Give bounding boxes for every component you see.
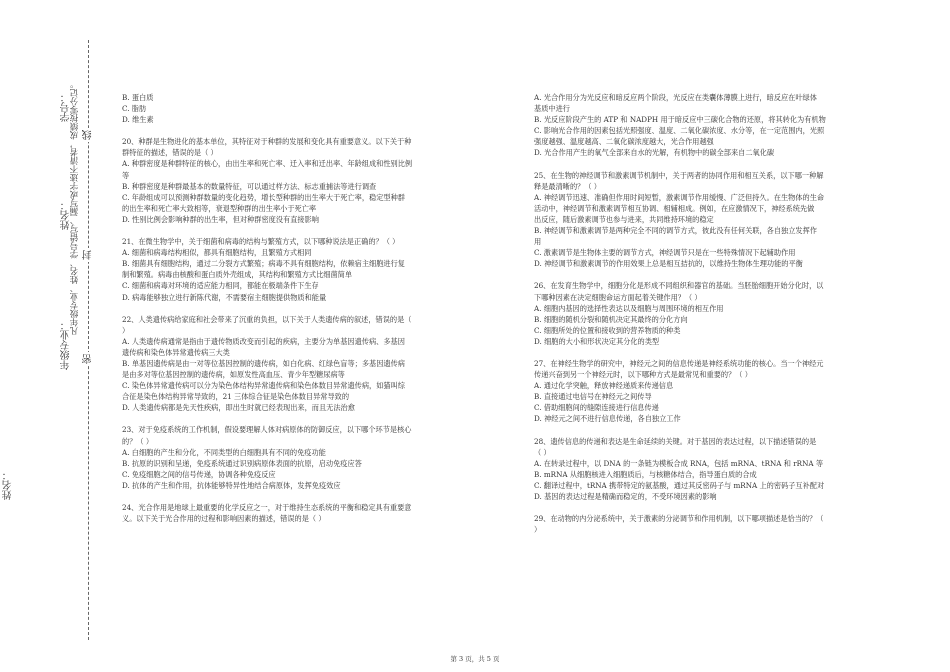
- question-text-line: B. 细菌具有细胞结构，通过二分裂方式繁殖；病毒不具有细胞结构，依赖宿主细胞进行复: [122, 259, 405, 269]
- question-text-line: D. 维生素: [122, 115, 154, 125]
- question-text-line: ）: [122, 325, 130, 335]
- question-text-line: D. 基因的表达过程是精确而稳定的，不受环境因素的影响: [534, 492, 717, 501]
- question-text-line: 群特征的描述，错误的是（ ）: [122, 148, 218, 158]
- question-text-line: 等: [122, 170, 130, 180]
- question-text-line: A. 光合作用分为光反应和暗反应两个阶段，光反应在类囊体薄膜上进行，暗反应在叶绿体: [534, 93, 817, 102]
- question-text-line: 的？（ ）: [122, 436, 154, 446]
- seal-mark-xian: 线: [83, 130, 94, 140]
- question-text-line: A. 在转录过程中，以 DNA 的一条链为模板合成 RNA，包括 mRNA、tRNA 和 rRNA 等: [534, 458, 824, 468]
- name-label-top: 姓名：: [61, 200, 72, 230]
- student-id-label: 学号：: [61, 92, 72, 122]
- question-text-line: C. 脂肪: [122, 104, 147, 114]
- question-text-line: 用: [534, 237, 542, 247]
- question-text-line: A. 细菌和病毒结构相似，都具有细胞结构，且繁殖方式相同: [122, 248, 312, 258]
- question-text-line: D. 光合作用产生的氧气全部来自水的光解，有机物中的碳全部来自二氧化碳: [534, 148, 775, 158]
- question-text-line: D. 神经元之间不进行信息传递，各自独立工作: [534, 414, 681, 424]
- question-text-line: 是由多对等位基因控制的遗传病，如原发性高血压、青少年型糖尿病等: [122, 370, 345, 380]
- question-text-line: A. 种群密度是种群特征的核心，由出生率和死亡率、迁入率和迁出率、年龄组成和性别比例: [122, 159, 413, 169]
- question-text-line: A. 细胞内基因的选择性表达以及细胞与周围环境的相互作用: [534, 303, 724, 313]
- binding-margin: [0, 0, 115, 672]
- question-text-line: 出反应，随后激素调节也参与进来，共同维持环境的稳定: [534, 214, 714, 224]
- seal-mark-feng: 封: [83, 250, 94, 260]
- question-text-line: C. 年龄组成可以预测种群数量的变化趋势，增长型种群的出生率大于死亡率，稳定型种群: [122, 192, 405, 202]
- page-footer: 第 3 页，共 5 页: [450, 655, 500, 663]
- question-stem-line: 24、光合作用是地球上最重要的化学反应之一，对于维持生态系统的平衡和稳定具有重要意: [122, 503, 412, 512]
- question-text-line: B. 神经调节和激素调节是两种完全不同的调节方式，彼此没有任何关联，各自独立发挥作: [534, 226, 817, 236]
- question-text-line: A. 白细胞的产生和分化，不同类型的白细胞具有不同的免疫功能: [122, 447, 326, 457]
- question-text-line: B. mRNA 从细胞核进入细胞质后，与核糖体结合，指导蛋白质的合成: [534, 469, 757, 479]
- question-text-line: 的出生率和死亡率大致相等，衰退型种群的出生率小于死亡率: [122, 203, 317, 213]
- question-text-line: （ ）: [534, 447, 551, 457]
- binding-warning: 凡年级专业、姓名、学号错写、漏写或字迹不清者，成绩按零分记。: [70, 80, 80, 335]
- question-stem-line: 22、人类遗传病给家庭和社会带来了沉重的负担，以下关于人类遗传病的叙述，错误的是（: [122, 314, 412, 324]
- question-text-line: C. 借助细胞间的缝隙连接进行信息传递: [534, 403, 659, 413]
- question-text-line: B. 抗原的识别和呈递，免疫系统通过识别病原体表面的抗原，启动免疫应答: [122, 458, 362, 468]
- question-text-line: D. 神经调节和激素调节的作用效果上总是相互拮抗的，以维持生物体生理功能的平衡: [534, 259, 803, 269]
- question-text-line: 合征是染色体结构异常导致的，21 三体综合征是染色体数目异常导致的: [122, 392, 350, 402]
- question-text-line: 下哪种因素在决定细胞命运方面起着关键作用？（ ）: [534, 292, 702, 302]
- question-text-line: D. 性别比例会影响种群的出生率，但对种群密度没有直接影响: [122, 214, 319, 224]
- question-text-line: 强度越强、温度越高、二氧化碳浓度越大，光合作用越强: [534, 137, 714, 147]
- question-text-line: D. 细胞的大小和形状决定其分化的类型: [534, 336, 660, 346]
- question-text-line: C. 免疫细胞之间的信号传递，协调各种免疫反应: [122, 469, 276, 479]
- question-text-line: 活动中，神经调节和激素调节相互协调、相辅相成。例如，在应激情况下，神经系统先做: [534, 203, 815, 213]
- question-text-line: A. 人类遗传病通常是指由于遗传物质改变而引起的疾病，主要分为单基因遗传病、多基因: [122, 336, 405, 346]
- grade-major-label: 年级专业：: [61, 320, 72, 370]
- question-text-line: 释是最清晰的？（ ）: [534, 181, 601, 191]
- question-text-line: C. 染色体异常遗传病可以分为染色体结构异常遗传病和染色体数目异常遗传病，如猫叫综: [122, 381, 405, 391]
- question-stem-line: 21、在微生物学中，关于细菌和病毒的结构与繁殖方式，以下哪种说法是正确的？（ ）: [122, 237, 400, 247]
- name-label: 姓名：: [3, 470, 14, 500]
- question-text-line: B. 种群密度是种群最基本的数量特征，可以通过样方法、标志重捕法等进行调查: [122, 181, 377, 191]
- question-text-line: A. 通过化学突触，释放神经递质来传递信息: [534, 381, 674, 391]
- question-text-line: 制和繁殖。病毒由核酸和蛋白质外壳组成，其结构和繁殖方式比细菌简单: [122, 270, 353, 280]
- question-text-line: B. 蛋白质: [122, 93, 154, 102]
- question-text-line: C. 影响光合作用的因素包括光照强度、温度、二氧化碳浓度、水分等，在一定范围内，光照: [534, 126, 825, 136]
- question-text-line: A. 神经调节迅速、准确但作用时间短暂，激素调节作用缓慢、广泛但持久。在生物体的生命: [534, 192, 825, 202]
- question-stem-line: 28、遗传信息的传递和表达是生命延续的关键。对于基因的表达过程，以下描述错误的是: [534, 436, 817, 446]
- question-stem-line: 26、在发育生物学中，细胞分化是形成不同组织和器官的基础。当胚胎细胞开始分化时，以: [534, 281, 824, 291]
- left-question-column: [122, 92, 412, 524]
- right-question-column: [534, 92, 826, 535]
- question-text-line: ）: [534, 525, 542, 535]
- question-stem-line: 29、在动物的内分泌系统中，关于激素的分泌调节和作用机制，以下哪项描述是恰当的？（: [534, 514, 824, 524]
- question-text-line: 基质中进行: [534, 104, 570, 114]
- question-text-line: C. 翻译过程中，tRNA 携带特定的氨基酸，通过其反密码子与 mRNA 上的密码子互补配对: [534, 480, 825, 490]
- question-stem-line: 25、在生物的神经调节和激素调节机制中，关于两者的协同作用和相互关系，以下哪一种解: [534, 170, 824, 180]
- question-text-line: D. 人类遗传病都是先天性疾病，即出生时就已经表现出来，而且无法治愈: [122, 403, 355, 413]
- question-text-line: 传递兴奋到另一个神经元时，以下哪种方式是最常见和重要的？（ ）: [534, 370, 752, 380]
- question-text-line: C. 细胞所处的位置和接收到的营养物质的种类: [534, 325, 681, 335]
- question-text-line: B. 光反应阶段产生的 ATP 和 NADPH 用于暗反应中三碳化合物的还原，将其转化为有机物: [534, 115, 826, 125]
- question-text-line: D. 抗体的产生和作用，抗体能够特异性地结合病原体，发挥免疫效应: [122, 480, 341, 490]
- question-text-line: 义。以下关于光合作用的过程和影响因素的描述，错误的是（ ）: [122, 514, 326, 524]
- question-stem-line: 27、在神经生物学的研究中，神经元之间的信息传递是神经系统功能的核心。当一个神经元: [534, 358, 824, 368]
- question-text-line: B. 单基因遗传病是由一对等位基因控制的遗传病，如白化病、红绿色盲等；多基因遗传病: [122, 358, 405, 368]
- question-text-line: C. 激素调节是生物体主要的调节方式，神经调节只是在一些特殊情况下起辅助作用: [534, 248, 796, 258]
- question-text-line: B. 细胞的随机分裂和随机决定其最终的分化方向: [534, 314, 688, 324]
- question-stem-line: 20、种群是生物进化的基本单位，其特征对于种群的发展和变化具有重要意义。以下关于种: [122, 137, 412, 147]
- question-stem-line: 23、对于免疫系统的工作机制，假设要理解人体对病原体的防御反应，以下哪个环节是核心: [122, 425, 412, 435]
- question-text-line: 遗传病和染色体异常遗传病三大类: [122, 347, 230, 357]
- question-text-line: C. 细菌和病毒对环境的适应能力相同，都能在极端条件下生存: [122, 281, 319, 291]
- question-text-line: B. 直接通过电信号在神经元之间传导: [534, 392, 652, 402]
- question-text-line: D. 病毒能够独立进行新陈代谢，不需要宿主细胞提供物质和能量: [122, 292, 327, 302]
- seal-mark-mi: 密: [83, 354, 94, 364]
